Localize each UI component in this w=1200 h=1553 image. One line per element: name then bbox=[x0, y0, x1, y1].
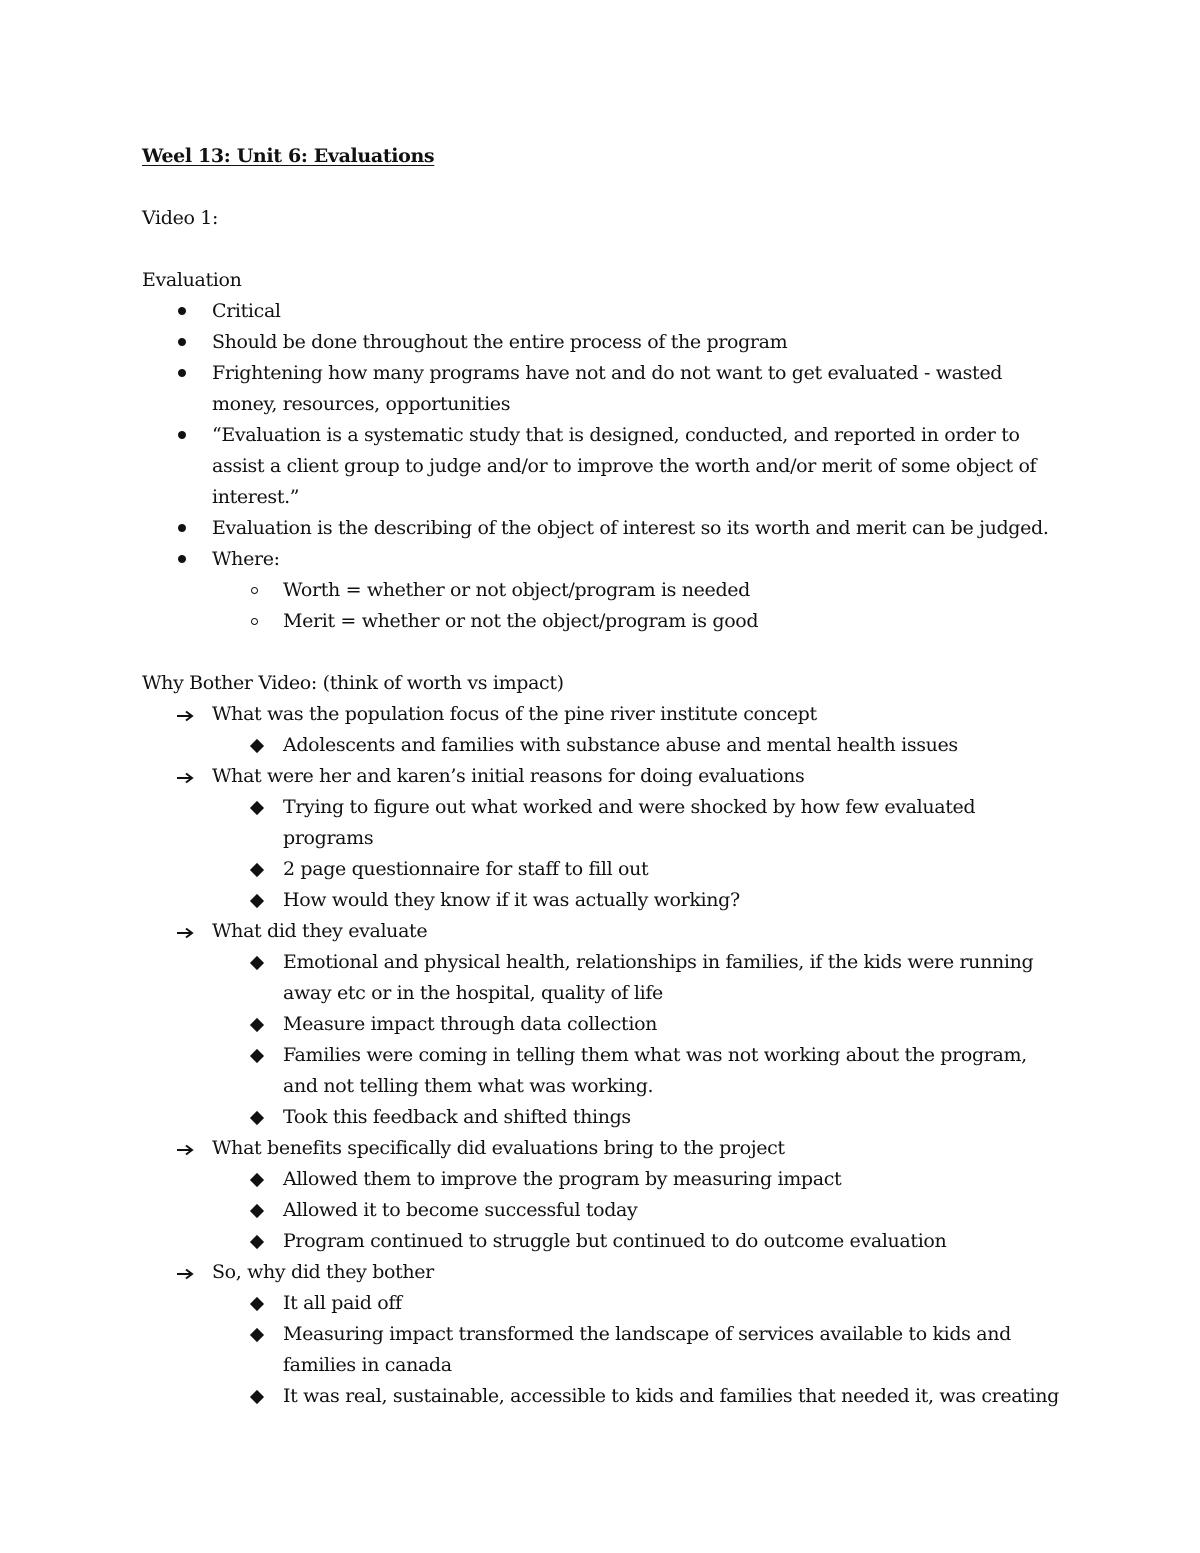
why-answer-text: Emotional and physical health, relationships in families, if the kids were running bbox=[283, 951, 1034, 973]
arrow-bullet-icon bbox=[176, 1268, 196, 1280]
bullet-dot-icon bbox=[178, 338, 186, 346]
evaluation-bullet-text: assist a client group to judge and/or to improve the worth and/or merit of some object of bbox=[212, 455, 1037, 477]
why-answer-text: Took this feedback and shifted things bbox=[283, 1106, 631, 1128]
why-question-text: What was the population focus of the pine river institute concept bbox=[212, 703, 817, 725]
bullet-circle-icon bbox=[251, 618, 258, 625]
bullet-dot-icon bbox=[178, 555, 186, 563]
diamond-bullet-icon bbox=[250, 863, 264, 877]
bullet-dot-icon bbox=[178, 431, 186, 439]
why-bother-heading: Why Bother Video: (think of worth vs impact) bbox=[142, 672, 564, 694]
diamond-bullet-icon bbox=[250, 739, 264, 753]
page-title: Weel 13: Unit 6: Evaluations bbox=[142, 145, 435, 167]
why-answer-text: programs bbox=[283, 827, 374, 849]
diamond-bullet-icon bbox=[250, 1111, 264, 1125]
diamond-bullet-icon bbox=[250, 1297, 264, 1311]
bullet-dot-icon bbox=[178, 307, 186, 315]
video-heading: Video 1: bbox=[142, 207, 219, 229]
diamond-bullet-icon bbox=[250, 1390, 264, 1404]
why-answer-text: How would they know if it was actually working? bbox=[283, 889, 740, 911]
why-answer-text: Measuring impact transformed the landscape of services available to kids and bbox=[283, 1323, 1011, 1345]
why-answer-text: Measure impact through data collection bbox=[283, 1013, 658, 1035]
diamond-bullet-icon bbox=[250, 801, 264, 815]
where-subbullet-text: Worth = whether or not object/program is needed bbox=[283, 579, 750, 601]
why-question-text: What were her and karen’s initial reasons for doing evaluations bbox=[212, 765, 805, 787]
arrow-bullet-icon bbox=[176, 772, 196, 784]
arrow-bullet-icon bbox=[176, 927, 196, 939]
why-answer-text: away etc or in the hospital, quality of life bbox=[283, 982, 663, 1004]
why-answer-text: 2 page questionnaire for staff to fill out bbox=[283, 858, 649, 880]
evaluation-heading: Evaluation bbox=[142, 269, 242, 291]
where-subbullet-text: Merit = whether or not the object/program is good bbox=[283, 610, 759, 632]
diamond-bullet-icon bbox=[250, 1204, 264, 1218]
diamond-bullet-icon bbox=[250, 1328, 264, 1342]
bullet-circle-icon bbox=[251, 587, 258, 594]
diamond-bullet-icon bbox=[250, 1018, 264, 1032]
bullet-dot-icon bbox=[178, 524, 186, 532]
diamond-bullet-icon bbox=[250, 956, 264, 970]
diamond-bullet-icon bbox=[250, 1235, 264, 1249]
bullet-dot-icon bbox=[178, 369, 186, 377]
why-answer-text: Program continued to struggle but continued to do outcome evaluation bbox=[283, 1230, 947, 1252]
evaluation-bullet-text: Critical bbox=[212, 300, 281, 322]
evaluation-bullet-text: interest.” bbox=[212, 486, 300, 508]
why-answer-text: Allowed them to improve the program by measuring impact bbox=[283, 1168, 842, 1190]
why-question-text: What benefits specifically did evaluations bring to the project bbox=[212, 1137, 785, 1159]
evaluation-bullet-text: Evaluation is the describing of the object of interest so its worth and merit can be judged. bbox=[212, 517, 1049, 539]
why-answer-text: and not telling them what was working. bbox=[283, 1075, 654, 1097]
diamond-bullet-icon bbox=[250, 1049, 264, 1063]
why-answer-text: families in canada bbox=[283, 1354, 452, 1376]
evaluation-bullet-text: “Evaluation is a systematic study that is designed, conducted, and reported in order to bbox=[212, 424, 1020, 446]
evaluation-bullet-text: Where: bbox=[212, 548, 280, 570]
why-question-text: What did they evaluate bbox=[212, 920, 428, 942]
evaluation-bullet-text: Should be done throughout the entire process of the program bbox=[212, 331, 788, 353]
why-answer-text: Allowed it to become successful today bbox=[283, 1199, 638, 1221]
why-answer-text: It was real, sustainable, accessible to kids and families that needed it, was creating bbox=[283, 1385, 1059, 1407]
arrow-bullet-icon bbox=[176, 710, 196, 722]
why-answer-text: It all paid off bbox=[283, 1292, 402, 1314]
diamond-bullet-icon bbox=[250, 1173, 264, 1187]
diamond-bullet-icon bbox=[250, 894, 264, 908]
evaluation-bullet-text: money, resources, opportunities bbox=[212, 393, 511, 415]
why-question-text: So, why did they bother bbox=[212, 1261, 434, 1283]
why-answer-text: Families were coming in telling them what was not working about the program, bbox=[283, 1044, 1027, 1066]
evaluation-bullet-text: Frightening how many programs have not and do not want to get evaluated - wasted bbox=[212, 362, 1003, 384]
arrow-bullet-icon bbox=[176, 1144, 196, 1156]
why-answer-text: Adolescents and families with substance abuse and mental health issues bbox=[283, 734, 958, 756]
why-answer-text: Trying to figure out what worked and were shocked by how few evaluated bbox=[283, 796, 976, 818]
